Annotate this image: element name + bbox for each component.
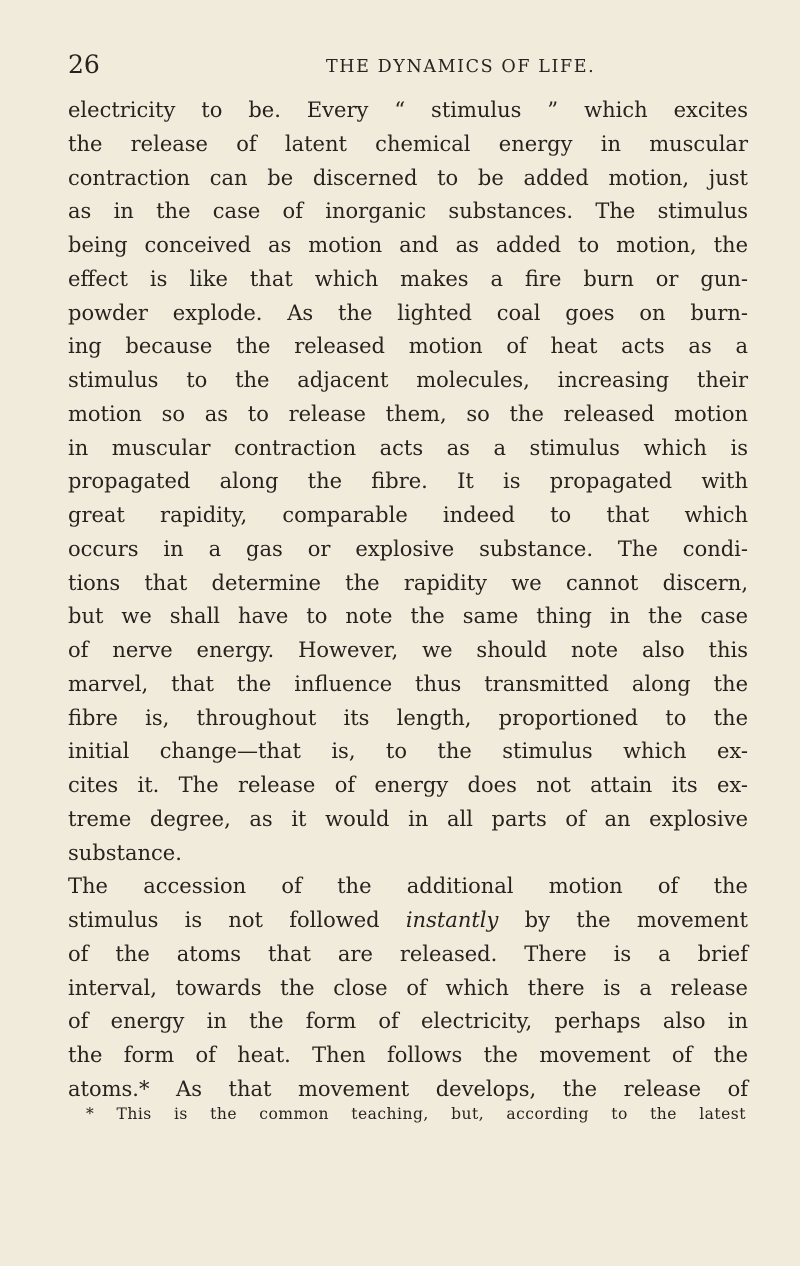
text-line: the form of heat. Then follows the movement of the [68, 1043, 748, 1067]
text-line: cites it. The release of energy does not attain its ex- [68, 773, 748, 797]
text-line: of the atoms that are released. There is a brief [68, 941, 748, 966]
footnote: * This is the common teaching, but, according to the latest [86, 1105, 746, 1123]
text-line: tions that determine the rapidity we cannot discern, [68, 570, 748, 595]
text-line [68, 904, 748, 938]
italic-run: instantly [405, 908, 499, 932]
text-line: The accession of the additional motion of the [68, 874, 748, 899]
text-line: interval, towards the close of which there is a release [68, 975, 748, 1000]
text-line: marvel, that the influence thus transmitted along the [68, 671, 748, 696]
text-line: occurs in a gas or explosive substance. The condi- [68, 536, 748, 561]
running-head: THE DYNAMICS OF LIFE. [326, 57, 596, 77]
text-line: propagated along the fibre. It is propagated with [68, 469, 748, 494]
text-line: powder explode. As the lighted coal goes on burn- [68, 300, 748, 325]
text-line: of energy in the form of electricity, perhaps also in [68, 1009, 748, 1034]
page-number: 26 [68, 50, 100, 79]
text-line: electricity to be. Every “ stimulus ” which excites [68, 98, 748, 122]
text-line: atoms.* As that movement develops, the release of [68, 1076, 748, 1101]
text-line: initial change—that is, to the stimulus which ex- [68, 739, 748, 764]
text-line: motion so as to release them, so the released motion [68, 401, 748, 426]
text-line: but we shall have to note the same thing in the case [68, 604, 748, 629]
text-run: by the movement [498, 908, 748, 932]
text-line: substance. [68, 840, 182, 865]
text-run: stimulus is not followed [68, 908, 406, 932]
text-line: ing because the released motion of heat acts as a [68, 334, 748, 359]
text-line: contraction can be discerned to be added motion, just [68, 165, 748, 190]
text-line: the release of latent chemical energy in muscular [68, 131, 748, 156]
page-header [68, 46, 728, 86]
text-line: fibre is, throughout its length, proportioned to the [68, 705, 748, 730]
body-text [68, 94, 748, 1107]
text-line: effect is like that which makes a fire burn or gun- [68, 266, 748, 291]
text-line: being conceived as motion and as added to motion, the [68, 233, 748, 257]
text-line: as in the case of inorganic substances. The stimulus [68, 199, 748, 224]
text-line: treme degree, as it would in all parts of an explosive [68, 806, 748, 831]
text-line: in muscular contraction acts as a stimulus which is [68, 435, 748, 460]
text-line: great rapidity, comparable indeed to that which [68, 503, 748, 527]
text-line: stimulus to the adjacent molecules, increasing their [68, 368, 748, 392]
text-line: of nerve energy. However, we should note also this [68, 638, 748, 662]
